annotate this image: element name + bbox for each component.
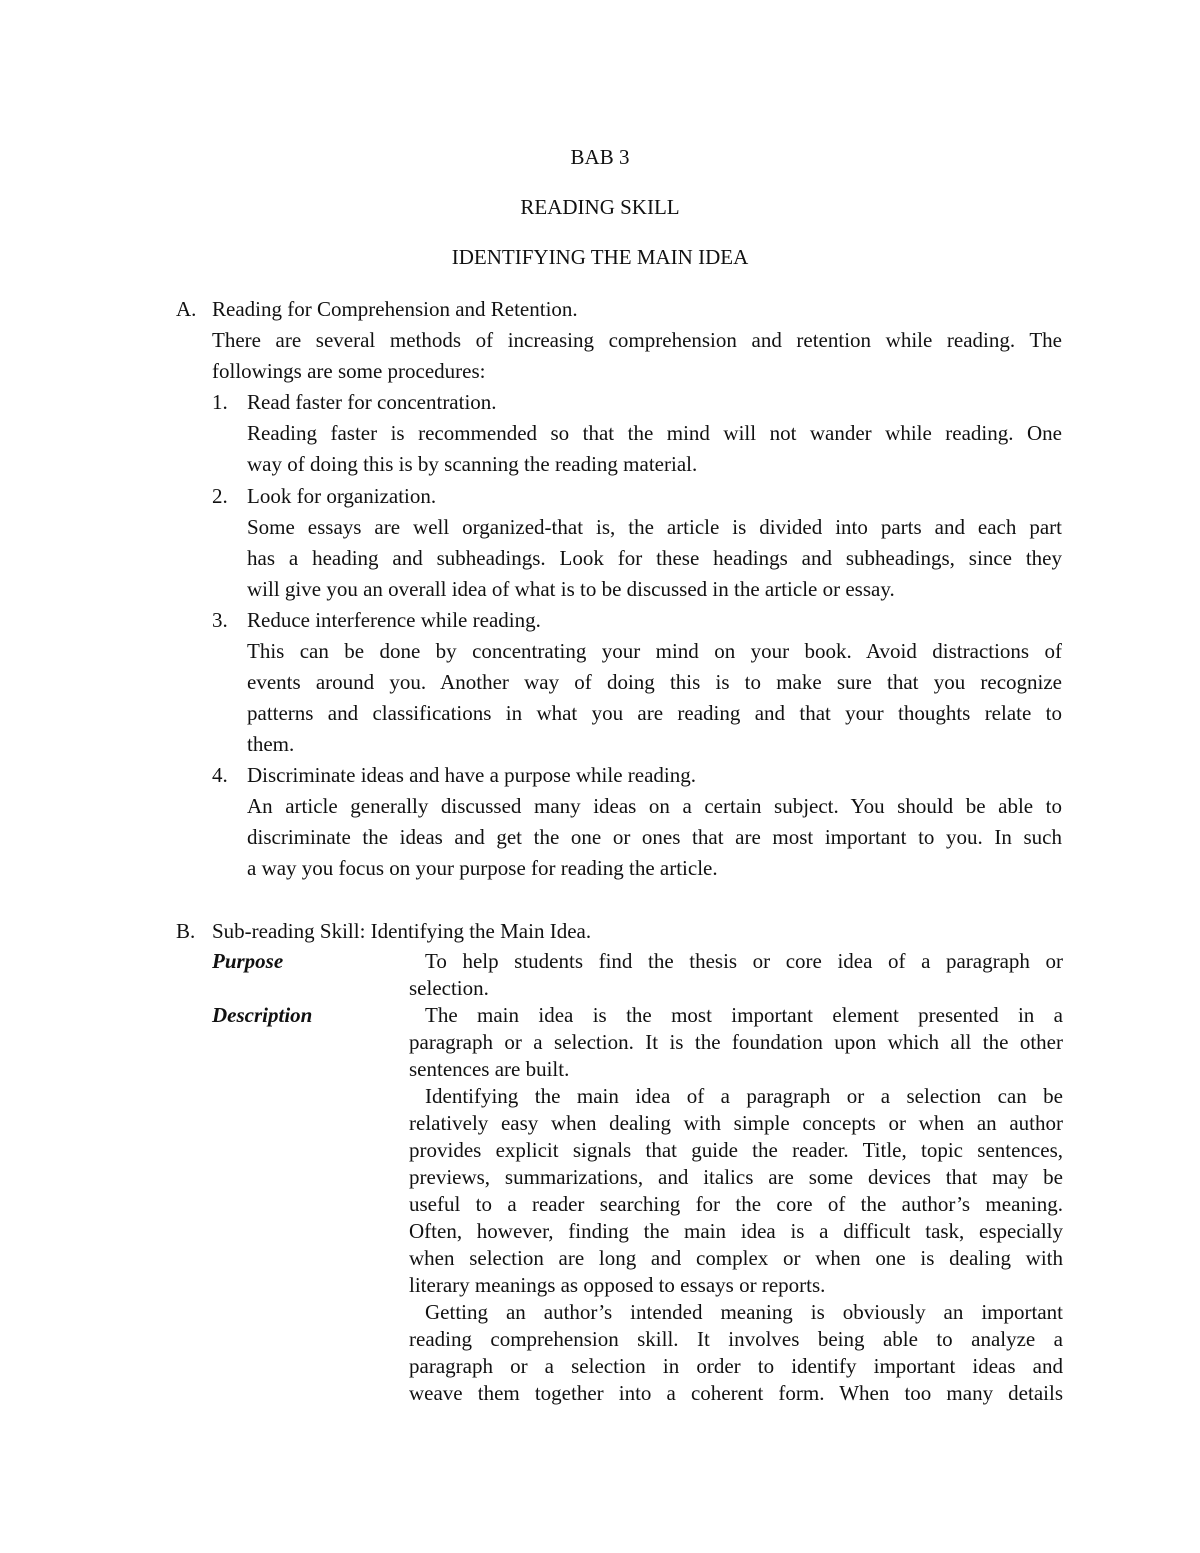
list-item-text: way of doing this is by scanning the reading material. <box>247 452 698 476</box>
topic-heading: IDENTIFYING THE MAIN IDEA <box>451 245 749 269</box>
list-item-title: Look for organization. <box>247 484 437 508</box>
list-item-text: patterns and classifications in what you are reading and that your thoughts relate to <box>247 701 1062 725</box>
list-item-text: will give you an overall idea of what is to be discussed in the article or essay. <box>247 577 895 601</box>
description-text: sentences are built. <box>409 1057 570 1081</box>
description-text: weave them together into a coherent form. When too many details <box>409 1381 1063 1405</box>
list-item-text: An article generally discussed many ideas on a certain subject. You should be able to <box>247 794 1062 818</box>
purpose-text: selection. <box>409 976 489 1000</box>
description-text: paragraph or a selection in order to identify important ideas and <box>409 1354 1063 1378</box>
section-a-intro-line: followings are some procedures: <box>212 359 486 383</box>
description-text: when selection are long and complex or when one is dealing with <box>409 1246 1063 1270</box>
list-item-text: events around you. Another way of doing this is to make sure that you recognize <box>247 670 1062 694</box>
list-item-title: Discriminate ideas and have a purpose while reading. <box>247 763 697 787</box>
section-a-intro-line: There are several methods of increasing comprehension and retention while reading. The <box>212 328 1062 352</box>
list-item-title: Reduce interference while reading. <box>247 608 541 632</box>
list-item-number: 3. <box>212 608 228 632</box>
description-text: reading comprehension skill. It involves being able to analyze a <box>409 1327 1063 1351</box>
list-item-title: Read faster for concentration. <box>247 390 497 414</box>
description-text: relatively easy when dealing with simple concepts or when an author <box>409 1111 1063 1135</box>
list-item-text: Reading faster is recommended so that the mind will not wander while reading. One <box>247 421 1062 445</box>
list-item-text: Some essays are well organized-that is, the article is divided into parts and each part <box>247 515 1062 539</box>
description-text: previews, summarizations, and italics are some devices that may be <box>409 1165 1063 1189</box>
description-label: Description <box>212 1003 313 1027</box>
section-a-marker: A. <box>176 297 197 321</box>
description-text: useful to a reader searching for the core of the author’s meaning. <box>409 1192 1063 1216</box>
description-text: Identifying the main idea of a paragraph or a selection can be <box>425 1084 1063 1108</box>
section-b-marker: B. <box>176 919 196 943</box>
list-item-number: 2. <box>212 484 228 508</box>
description-text: Often, however, finding the main idea is a difficult task, especially <box>409 1219 1063 1243</box>
section-b-title: Sub-reading Skill: Identifying the Main Idea. <box>212 919 592 943</box>
purpose-text: To help students find the thesis or core idea of a paragraph or <box>425 949 1063 973</box>
skill-heading: READING SKILL <box>520 195 680 219</box>
section-a-title: Reading for Comprehension and Retention. <box>212 297 578 321</box>
description-text: provides explicit signals that guide the reader. Title, topic sentences, <box>409 1138 1063 1162</box>
list-item-number: 1. <box>212 390 228 414</box>
list-item-text: a way you focus on your purpose for reading the article. <box>247 856 718 880</box>
list-item-text: them. <box>247 732 295 756</box>
list-item-text: This can be done by concentrating your mind on your book. Avoid distractions of <box>247 639 1062 663</box>
description-text: Getting an author’s intended meaning is obviously an important <box>425 1300 1063 1324</box>
chapter-heading: BAB 3 <box>570 145 630 169</box>
list-item-text: has a heading and subheadings. Look for these headings and subheadings, since they <box>247 546 1062 570</box>
description-text: literary meanings as opposed to essays or reports. <box>409 1273 826 1297</box>
list-item-text: discriminate the ideas and get the one or ones that are most important to you. In such <box>247 825 1062 849</box>
description-text: The main idea is the most important element presented in a <box>425 1003 1063 1027</box>
list-item-number: 4. <box>212 763 228 787</box>
purpose-label: Purpose <box>212 949 284 973</box>
description-text: paragraph or a selection. It is the foundation upon which all the other <box>409 1030 1063 1054</box>
